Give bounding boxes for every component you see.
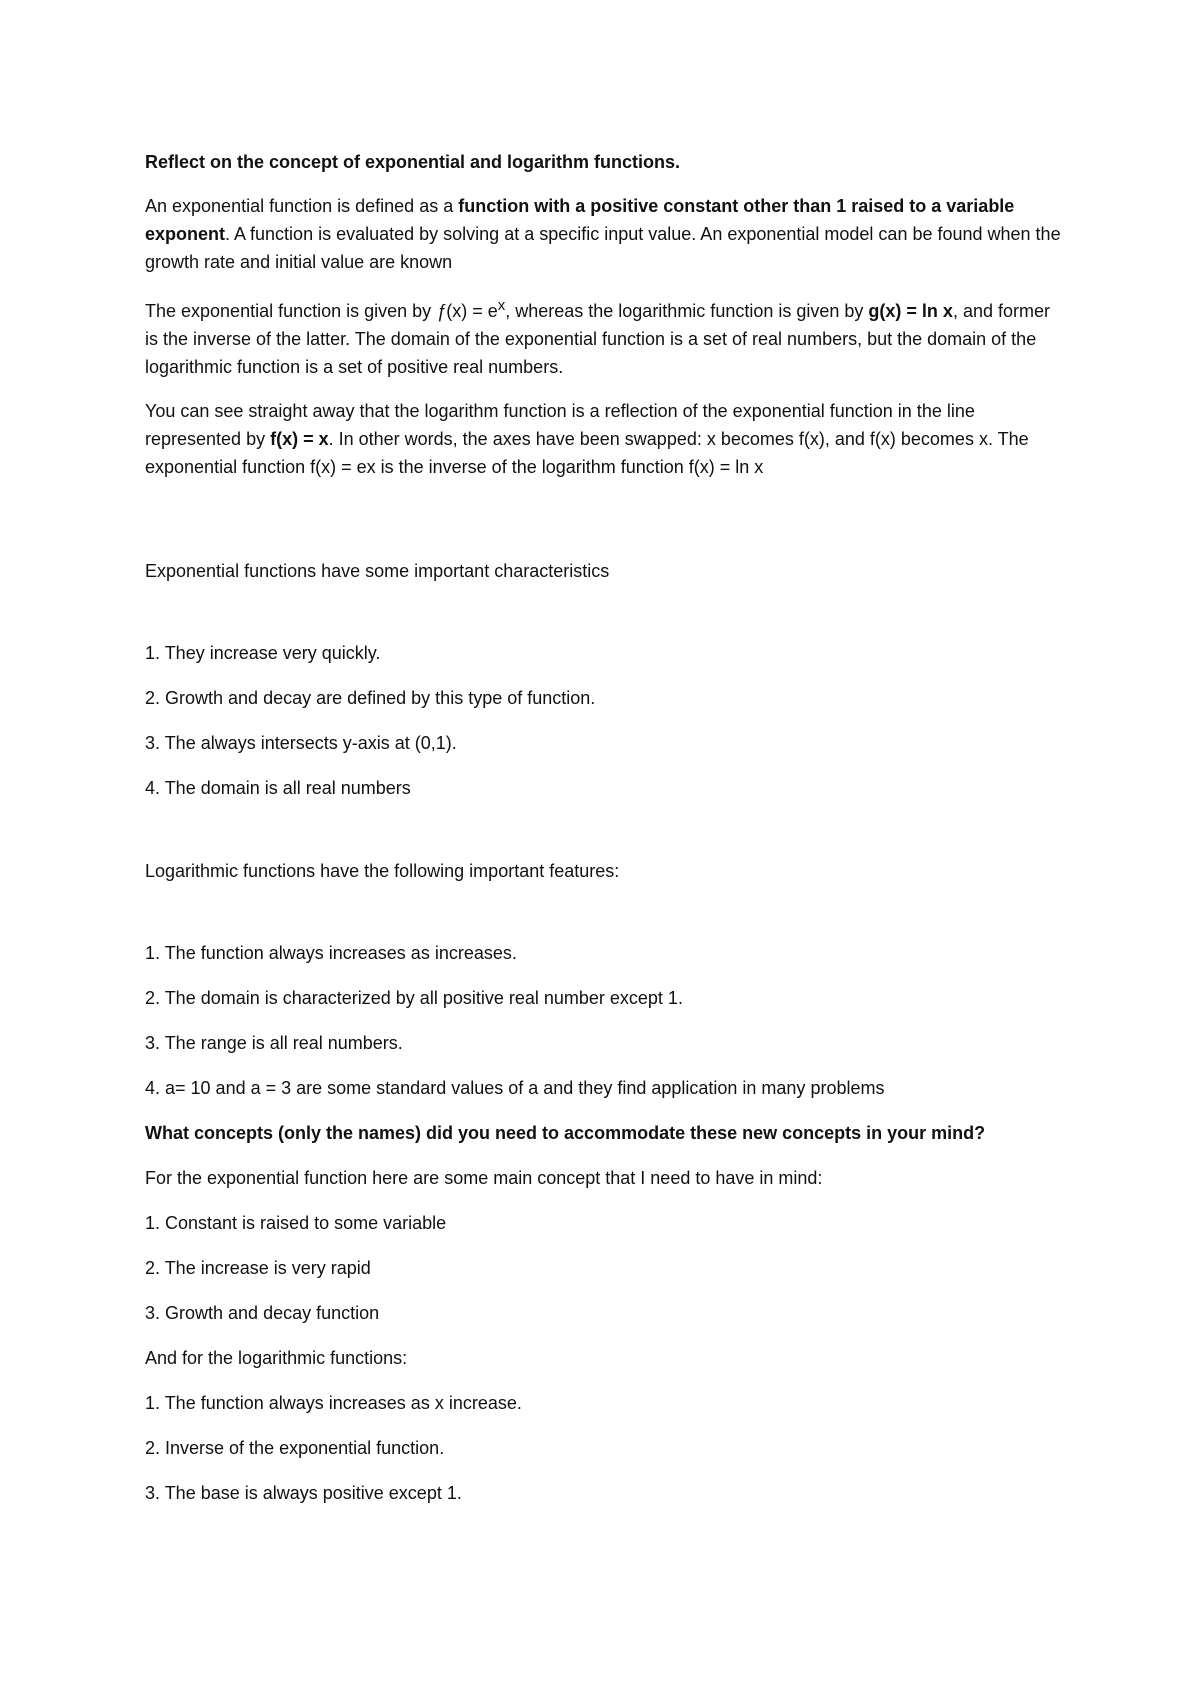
list-item: 3. The range is all real numbers.	[145, 1033, 403, 1053]
exponential-intro: Exponential functions have some important characteristics	[145, 561, 610, 581]
text: , whereas the logarithmic function is given by	[505, 301, 869, 321]
list-item: 2. The increase is very rapid	[145, 1258, 371, 1278]
list-item: 3. Growth and decay function	[145, 1303, 380, 1323]
list-item: 2. Growth and decay are defined by this type of function.	[145, 688, 596, 708]
text: (x) = e	[446, 301, 498, 321]
logarithmic-concepts-intro: And for the logarithmic functions:	[145, 1348, 408, 1368]
spacer	[145, 819, 1065, 857]
exponential-concepts-intro: For the exponential function here are some main concept that I need to have in mind:	[145, 1168, 823, 1188]
text: , and former is the inverse of the latter. The domain of the exponential function is a set of real numbers, but the domain of the logarithmic function is a set of positive real numbers.	[145, 301, 1050, 377]
bold-text: function with a positive constant other than 1 raised to a variable exponent	[145, 196, 1015, 244]
bold-text: g(x)	[868, 301, 902, 321]
list-item: 2. The domain is characterized by all positive real number except 1.	[145, 988, 683, 1008]
list-item: 4. a= 10 and a = 3 are some standard values of a and they find application in many problems	[145, 1078, 885, 1098]
list-item: 3. The always intersects y-axis at (0,1).	[145, 733, 457, 753]
paragraph-reflection	[145, 397, 1065, 481]
spacer	[145, 901, 1065, 939]
section-heading: Reflect on the concept of exponential and logarithm functions.	[145, 152, 681, 172]
paragraph-functions-given	[145, 292, 1065, 381]
list-item: 1. They increase very quickly.	[145, 643, 381, 663]
bold-text: = x	[298, 429, 329, 449]
spacer	[145, 601, 1065, 639]
list-item: 3. The base is always positive except 1.	[145, 1483, 462, 1503]
text: The exponential function is given by	[145, 301, 437, 321]
paragraph-exponential-definition	[145, 192, 1065, 276]
list-item: 1. Constant is raised to some variable	[145, 1213, 447, 1233]
bold-text: = ln x	[901, 301, 953, 321]
question-heading: What concepts (only the names) did you need to accommodate these new concepts in your mind?	[145, 1123, 986, 1143]
list-item: 4. The domain is all real numbers	[145, 778, 411, 798]
text: . In other words, the axes have been swapped: x becomes f(x), and f(x) becomes x. The exponential function f(x) = ex is the inverse of the logarithm function f(x) = ln x	[145, 429, 1029, 477]
list-item: 2. Inverse of the exponential function.	[145, 1438, 445, 1458]
text: . A function is evaluated by solving at a specific input value. An exponential model can be found when the growth rate and initial value are known	[145, 224, 1061, 272]
text: You can see straight away that the logarithm function is a reflection of the exponential function in the line represented by	[145, 401, 975, 449]
superscript: x	[497, 297, 506, 314]
list-item: 1. The function always increases as increases.	[145, 943, 517, 963]
text: An exponential function is defined as a	[145, 196, 459, 216]
bold-text: f(x)	[270, 429, 299, 449]
document-body	[145, 148, 1065, 1524]
logarithmic-intro: Logarithmic functions have the following important features:	[145, 861, 620, 881]
function-symbol: ƒ	[436, 301, 447, 321]
spacer	[145, 497, 1065, 557]
list-item: 1. The function always increases as x increase.	[145, 1393, 522, 1413]
